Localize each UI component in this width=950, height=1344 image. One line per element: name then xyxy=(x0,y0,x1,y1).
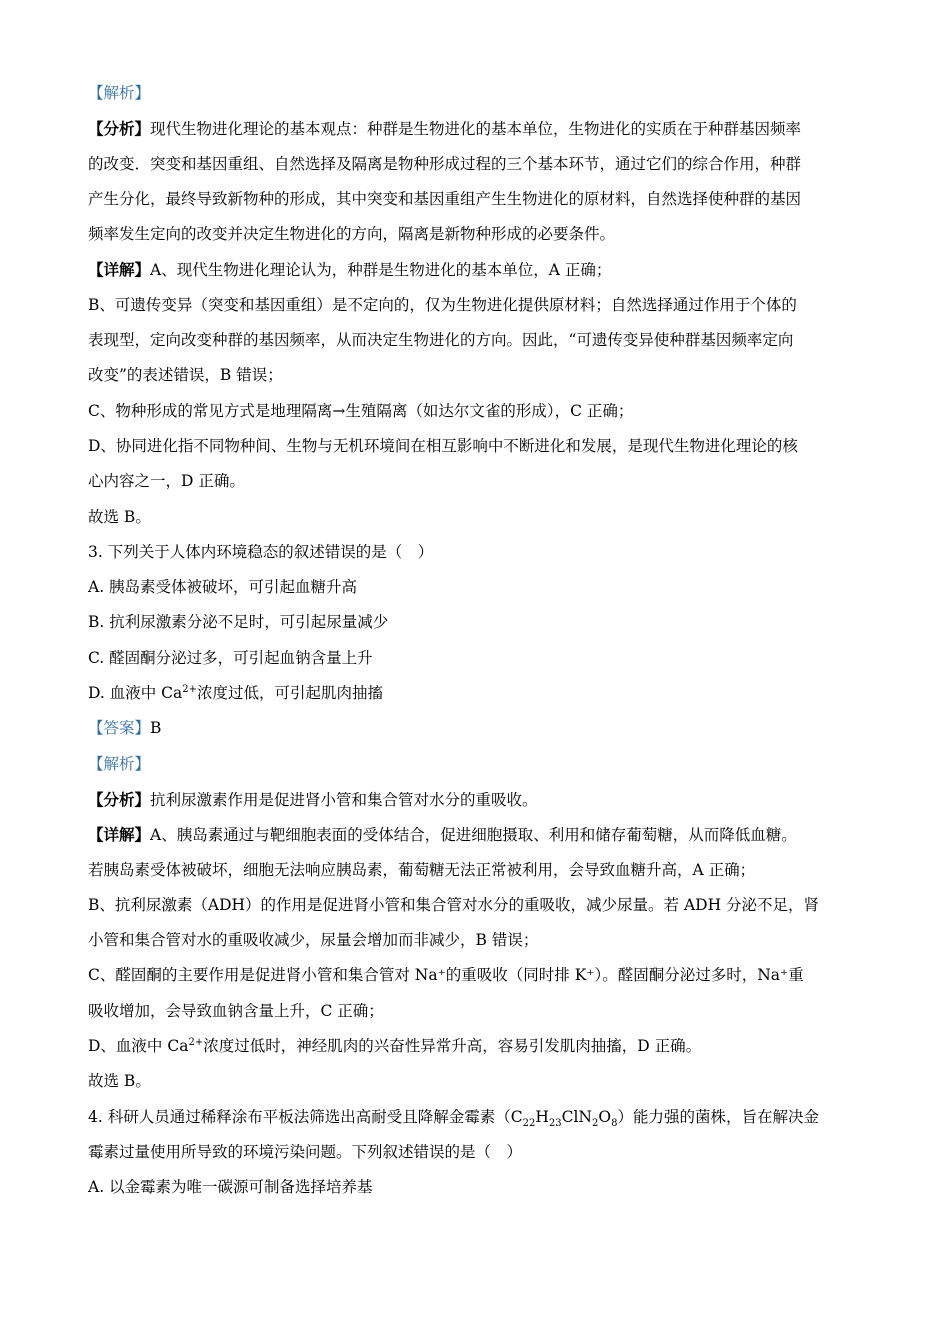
text-line: D、协同进化指不同物种间、生物与无机环境间在相互影响中不断进化和发展，是现代生物进化理论的核 xyxy=(88,436,798,455)
text-line: 故选 B。 xyxy=(88,507,151,526)
text-line: 频率发生定向的改变并决定生物进化的方向，隔离是新物种形成的必要条件。 xyxy=(88,225,616,244)
text-line: D、血液中 $Ca^{2+}$浓度过低时，神经肌肉的兴奋性异常升高，容易引发肌肉抽搐，D 正确。 xyxy=(88,1036,702,1056)
text-line: 表现型，定向改变种群的基因频率，从而决定生物进化的方向。因此，“可遗传变异使种群基因频率定向 xyxy=(88,331,794,350)
text-line: 的改变．突变和基因重组、自然选择及隔离是物种形成过程的三个基本环节，通过它们的综合作用，种群 xyxy=(88,154,802,173)
text-line: 产生分化，最终导致新物种的形成，其中突变和基因重组产生生物进化的原材料，自然选择使种群的基因 xyxy=(88,189,802,208)
question-4-stem-cont: 霉素过量使用所导致的环境污染问题。下列叙述错误的是（ ） xyxy=(88,1142,523,1161)
text-line: 【详解】A、现代生物进化理论认为，种群是生物进化的基本单位，A 正确； xyxy=(88,260,612,280)
text-line: C、物种形成的常见方式是地理隔离→生殖隔离（如达尔文雀的形成），C 正确； xyxy=(88,401,634,420)
text-line: B、可遗传变异（突变和基因重组）是不定向的，仅为生物进化提供原材料；自然选择通过作用于个体的 xyxy=(88,295,797,314)
question-3-stem: 3. 下列关于人体内环境稳态的叙述错误的是（ ） xyxy=(88,542,434,561)
question-3-option-d: D. 血液中 $Ca^{2+}$浓度过低，可引起肌肉抽搐 xyxy=(88,683,384,703)
text-line: 【分析】抗利尿激素作用是促进肾小管和集合管对水分的重吸收。 xyxy=(88,789,538,809)
question-4-option-a: A. 以金霉素为唯一碳源可制备选择培养基 xyxy=(88,1178,373,1197)
text-line: 【详解】A、胰岛素通过与靶细胞表面的受体结合，促进细胞摄取、利用和储存葡萄糖，从而降低血糖。 xyxy=(88,825,797,845)
text-line: 小管和集合管对水的重吸收减少，尿量会增加而非减少，B 错误； xyxy=(88,931,539,950)
question-3-option-b: B. 抗利尿激素分泌不足时，可引起尿量减少 xyxy=(88,613,389,632)
document-page xyxy=(88,76,866,1206)
text-line: 故选 B。 xyxy=(88,1072,151,1091)
text-line: C、醛固酮的主要作用是促进肾小管和集合管对 Na⁺的重吸收（同时排 K⁺）。醛固酮分泌过多时，Na⁺重 xyxy=(88,966,804,985)
text-line: 改变”的表述错误，B 错误； xyxy=(88,366,283,385)
question-3-option-a: A. 胰岛素受体被破坏，可引起血糖升高 xyxy=(88,578,358,597)
text-line: 心内容之一，D 正确。 xyxy=(88,472,245,491)
answer-line: 【答案】B xyxy=(88,719,162,738)
analysis-tag-line: 【解析】 xyxy=(88,84,151,102)
question-4-stem: 4. 科研人员通过稀释涂布平板法筛选出高耐受且降解金霉素$(C_{22}H_{23}ClN_2O_8)$能力强的菌株，旨在解决金 xyxy=(88,1107,819,1129)
text-line: 吸收增加，会导致血钠含量上升，C 正确； xyxy=(88,1001,384,1020)
analysis-tag-line: 【解析】 xyxy=(88,754,151,773)
question-3-option-c: C. 醛固酮分泌过多，可引起血钠含量上升 xyxy=(88,648,373,667)
text-line: B、抗利尿激素（ADH）的作用是促进肾小管和集合管对水分的重吸收，减少尿量。若 ADH 分泌不足，肾 xyxy=(88,895,820,914)
text-line: 若胰岛素受体被破坏，细胞无法响应胰岛素，葡萄糖无法正常被利用，会导致血糖升高，A 正确； xyxy=(88,860,756,879)
text-line: 【分析】现代生物进化理论的基本观点：种群是生物进化的基本单位，生物进化的实质在于种群基因频率 xyxy=(88,119,802,139)
